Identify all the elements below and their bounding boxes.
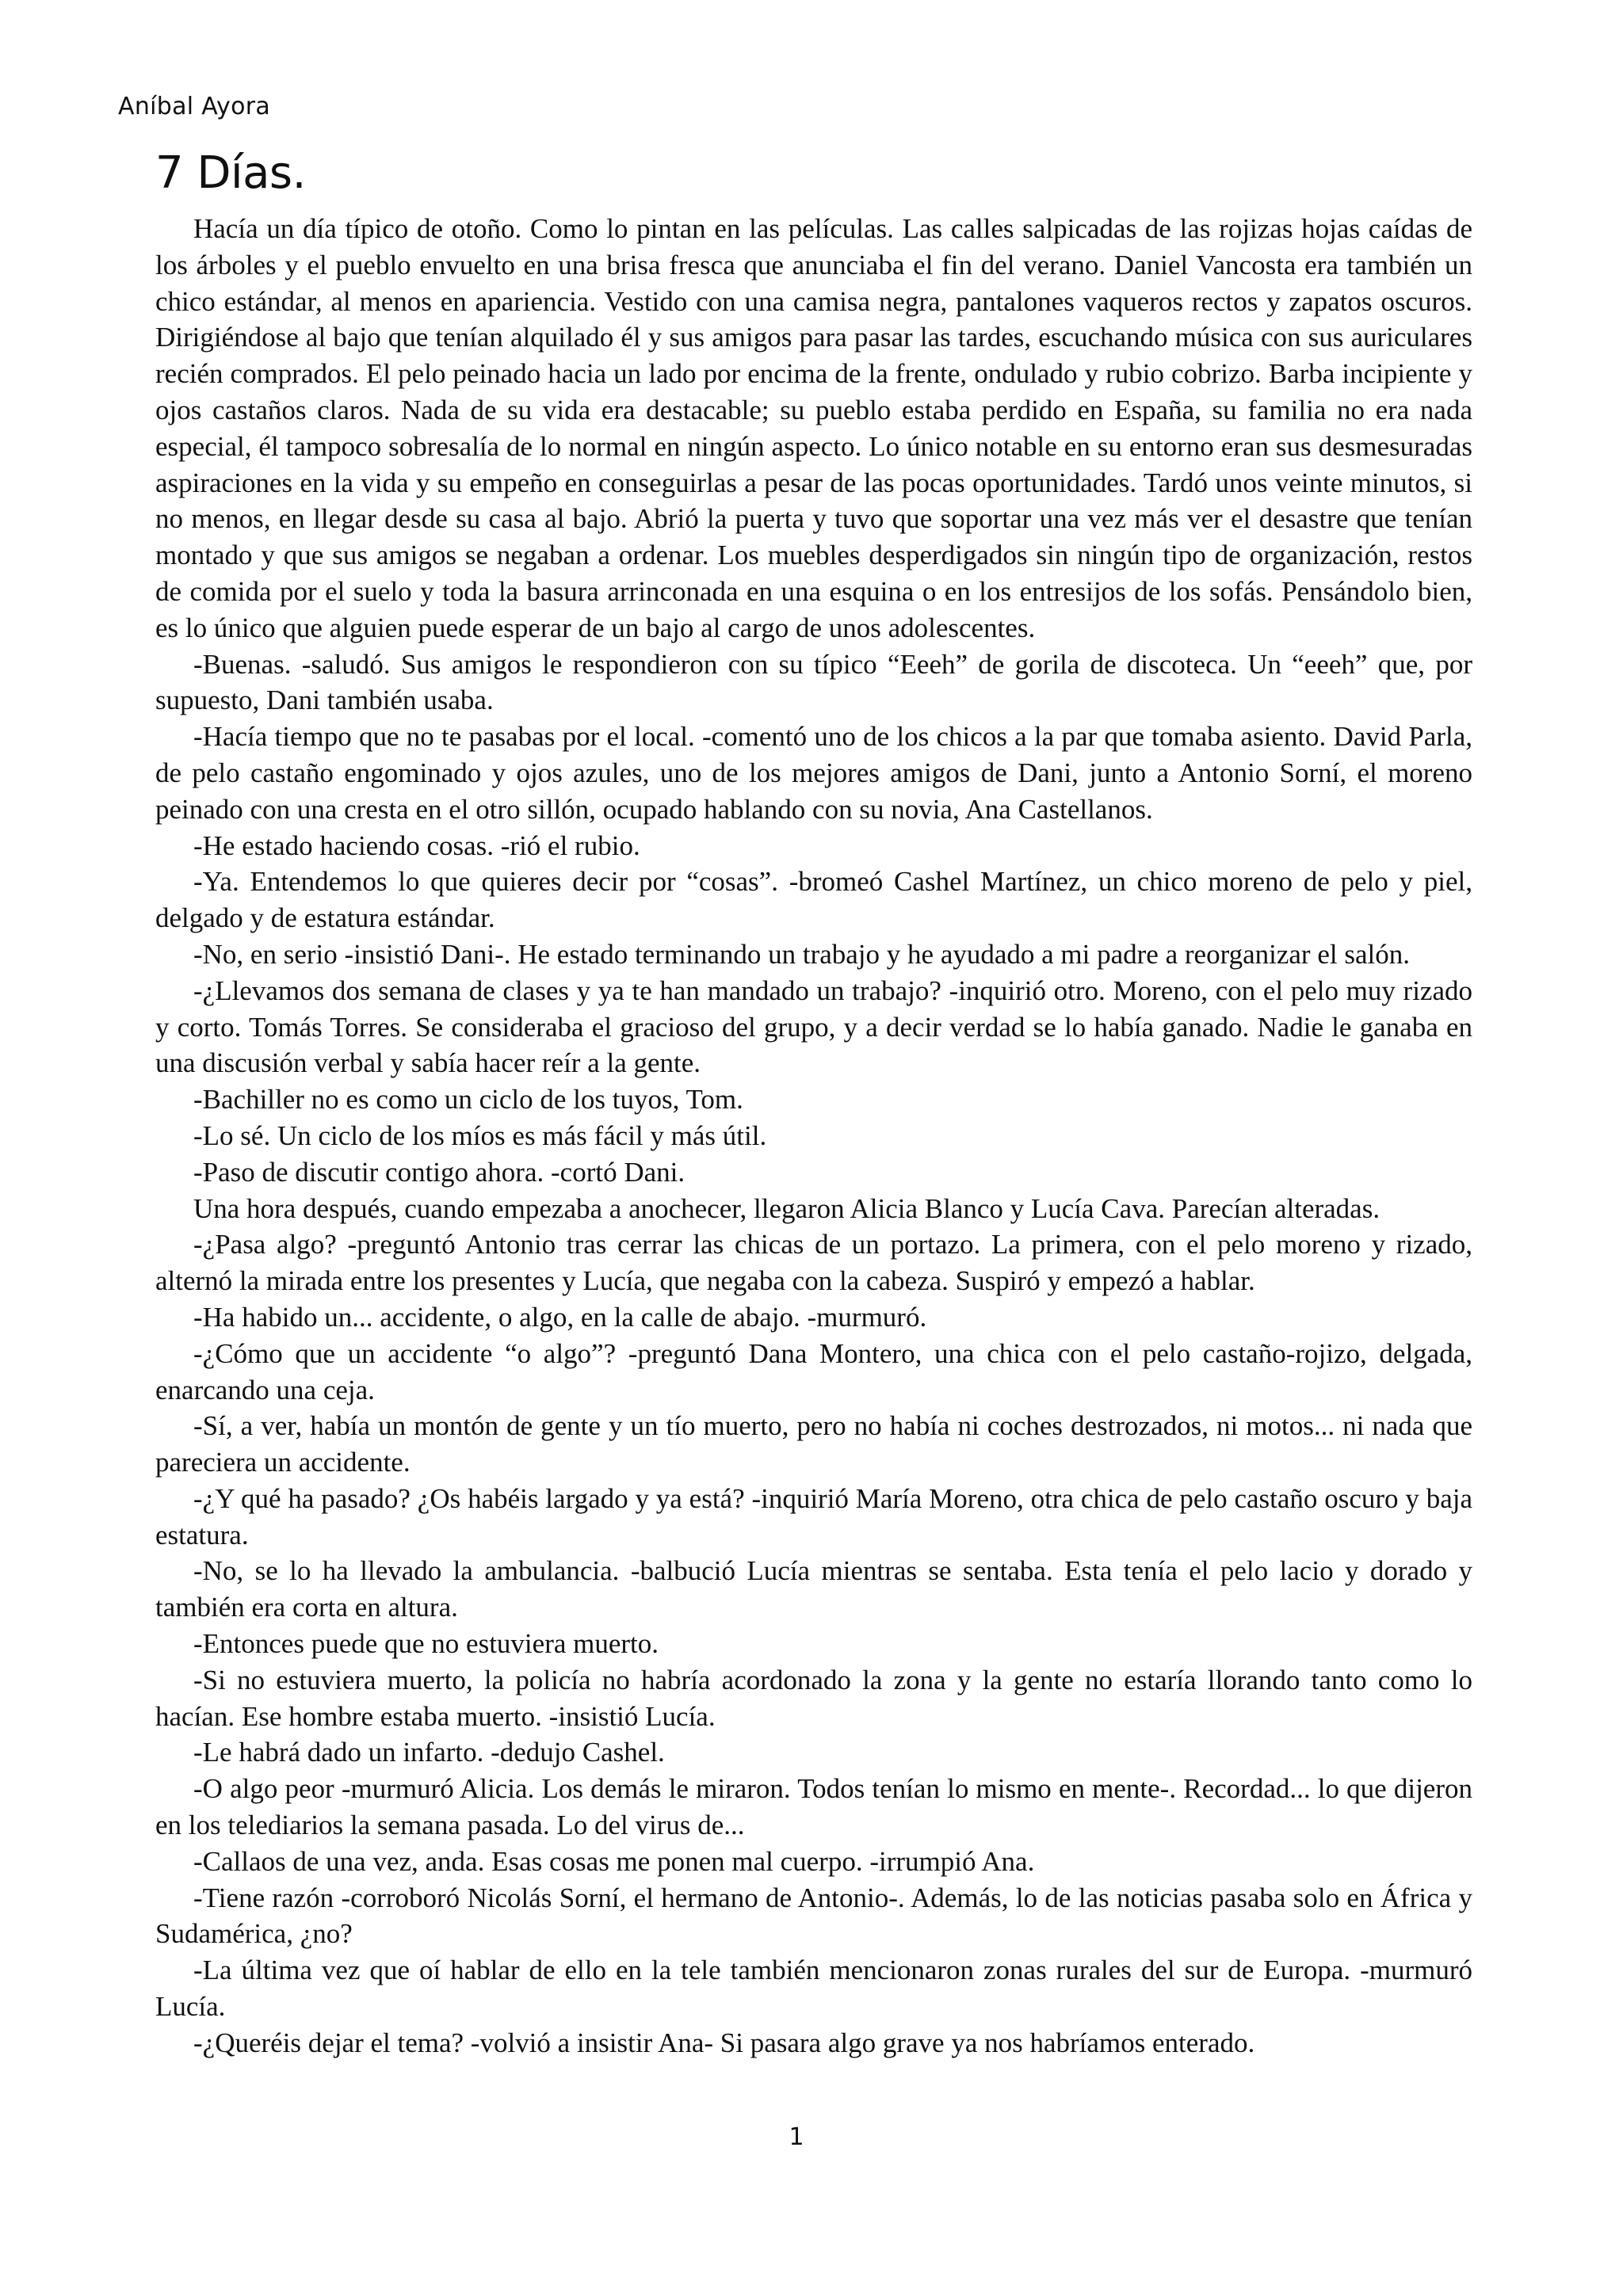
paragraph: -Lo sé. Un ciclo de los míos es más fácil y más útil.: [193, 1119, 767, 1151]
paragraph: -Entonces puede que no estuviera muerto.: [193, 1628, 659, 1660]
paragraph: -He estado haciendo cosas. -rió el rubio.: [193, 830, 640, 861]
paragraph: -Buenas. -saludó. Sus amigos le respondieron con su típico “Eeeh” de gorila de discoteca. Un “eeeh” que, por supuesto, Dani también usaba.: [155, 648, 1472, 716]
paragraph: -¿Queréis dejar el tema? -volvió a insistir Ana- Si pasara algo grave ya nos habríamos enterado.: [193, 2027, 1255, 2058]
page-number: 1: [789, 2123, 804, 2151]
paragraph: -Hacía tiempo que no te pasabas por el local. -comentó uno de los chicos a la par que tomaba asiento. David Parla, de pelo castaño engominado y ojos azules, uno de los mejores amigos de Dani, junto a Antonio Sorní, el moreno peinado con una cresta en el otro sillón, ocupado hablando con su novia, Ana Castellanos.: [155, 721, 1472, 825]
paragraph: -¿Cómo que un accidente “o algo”? -preguntó Dana Montero, una chica con el pelo castaño-rojizo, delgada, enarcando una ceja.: [155, 1337, 1472, 1405]
paragraph: -Si no estuviera muerto, la policía no habría acordonado la zona y la gente no estaría llorando tanto como lo hacían. Ese hombre estaba muerto. -insistió Lucía.: [155, 1664, 1472, 1732]
paragraph: -La última vez que oí hablar de ello en la tele también mencionaron zonas rurales del sur de Europa. -murmuró Lucía.: [155, 1955, 1472, 2023]
chapter-title: 7 Días.: [155, 147, 306, 199]
paragraph: -Ya. Entendemos lo que quieres decir por “cosas”. -bromeó Cashel Martínez, un chico moreno de pelo y piel, delgado y de estatura estándar.: [155, 866, 1472, 934]
paragraph: -¿Llevamos dos semana de clases y ya te han mandado un trabajo? -inquirió otro. Moreno, con el pelo muy rizado y corto. Tomás Torres. Se consideraba el gracioso del grupo, y a decir verdad se lo había ganado. Nadie le ganaba en una discusión verbal y sabía hacer reír a la gente.: [155, 974, 1472, 1079]
paragraph: -Sí, a ver, había un montón de gente y un tío muerto, pero no había ni coches destrozados, ni motos... ni nada que pareciera un accidente.: [155, 1410, 1472, 1478]
paragraph: -No, se lo ha llevado la ambulancia. -balbució Lucía mientras se sentaba. Esta tenía el pelo lacio y dorado y también era corta en altura.: [155, 1555, 1472, 1623]
paragraph: -Le habrá dado un infarto. -dedujo Cashel.: [193, 1737, 665, 1768]
chapter-body: [155, 211, 1472, 2061]
paragraph: Una hora después, cuando empezaba a anochecer, llegaron Alicia Blanco y Lucía Cava. Parecían alteradas.: [193, 1192, 1381, 1224]
paragraph: Hacía un día típico de otoño. Como lo pintan en las películas. Las calles salpicadas de las rojizas hojas caídas de los árboles y el pueblo envuelto en una brisa fresca que anunciaba el fin del verano. Daniel Vancosta era también un chico estándar, al menos en apariencia. Vestido con una camisa negra, pantalones vaqueros rectos y zapatos oscuros. Dirigiéndose al bajo que tenían alquilado él y sus amigos para pasar las tardes, escuchando música con sus auriculares recién comprados. El pelo peinado hacia un lado por encima de la frente, ondulado y rubio cobrizo. Barba incipiente y ojos castaños claros. Nada de su vida era destacable; su pueblo estaba perdido en España, su familia no era nada especial, él tampoco sobresalía de lo normal en ningún aspecto. Lo único notable en su entorno eran sus desmesuradas aspiraciones en la vida y su empeño en conseguirlas a pesar de las pocas oportunidades. Tardó unos veinte minutos, si no menos, en llegar desde su casa al bajo. Abrió la puerta y tuvo que soportar una vez más ver el desastre que tenían montado y que sus amigos se negaban a ordenar. Los muebles desperdigados sin ningún tipo de organización, restos de comida por el suelo y toda la basura arrinconada en una esquina o en los entresijos de los sofás. Pensándolo bien, es lo único que alguien puede esperar de un bajo al cargo de unos adolescentes.: [155, 213, 1472, 643]
paragraph: -¿Pasa algo? -preguntó Antonio tras cerrar las chicas de un portazo. La primera, con el pelo moreno y rizado, alternó la mirada entre los presentes y Lucía, que negaba con la cabeza. Suspiró y empezó a hablar.: [155, 1229, 1472, 1297]
running-header-author: Aníbal Ayora: [118, 93, 271, 120]
paragraph: -¿Y qué ha pasado? ¿Os habéis largado y ya está? -inquirió María Moreno, otra chica de pelo castaño oscuro y baja estatura.: [155, 1482, 1472, 1550]
paragraph: -Bachiller no es como un ciclo de los tuyos, Tom.: [193, 1084, 743, 1116]
paragraph: -Ha habido un... accidente, o algo, en la calle de abajo. -murmuró.: [193, 1301, 927, 1333]
paragraph: -O algo peor -murmuró Alicia. Los demás le miraron. Todos tenían lo mismo en mente-. Recordad... lo que dijeron en los telediarios la semana pasada. Lo del virus de...: [155, 1773, 1472, 1841]
paragraph: -Tiene razón -corroboró Nicolás Sorní, el hermano de Antonio-. Además, lo de las noticias pasaba solo en África y Sudamérica, ¿no?: [155, 1882, 1472, 1950]
paragraph: -Paso de discutir contigo ahora. -cortó Dani.: [193, 1156, 685, 1188]
paragraph: -No, en serio -insistió Dani-. He estado terminando un trabajo y he ayudado a mi padre a reorganizar el salón.: [193, 938, 1410, 970]
paragraph: -Callaos de una vez, anda. Esas cosas me ponen mal cuerpo. -irrumpió Ana.: [193, 1845, 1035, 1877]
